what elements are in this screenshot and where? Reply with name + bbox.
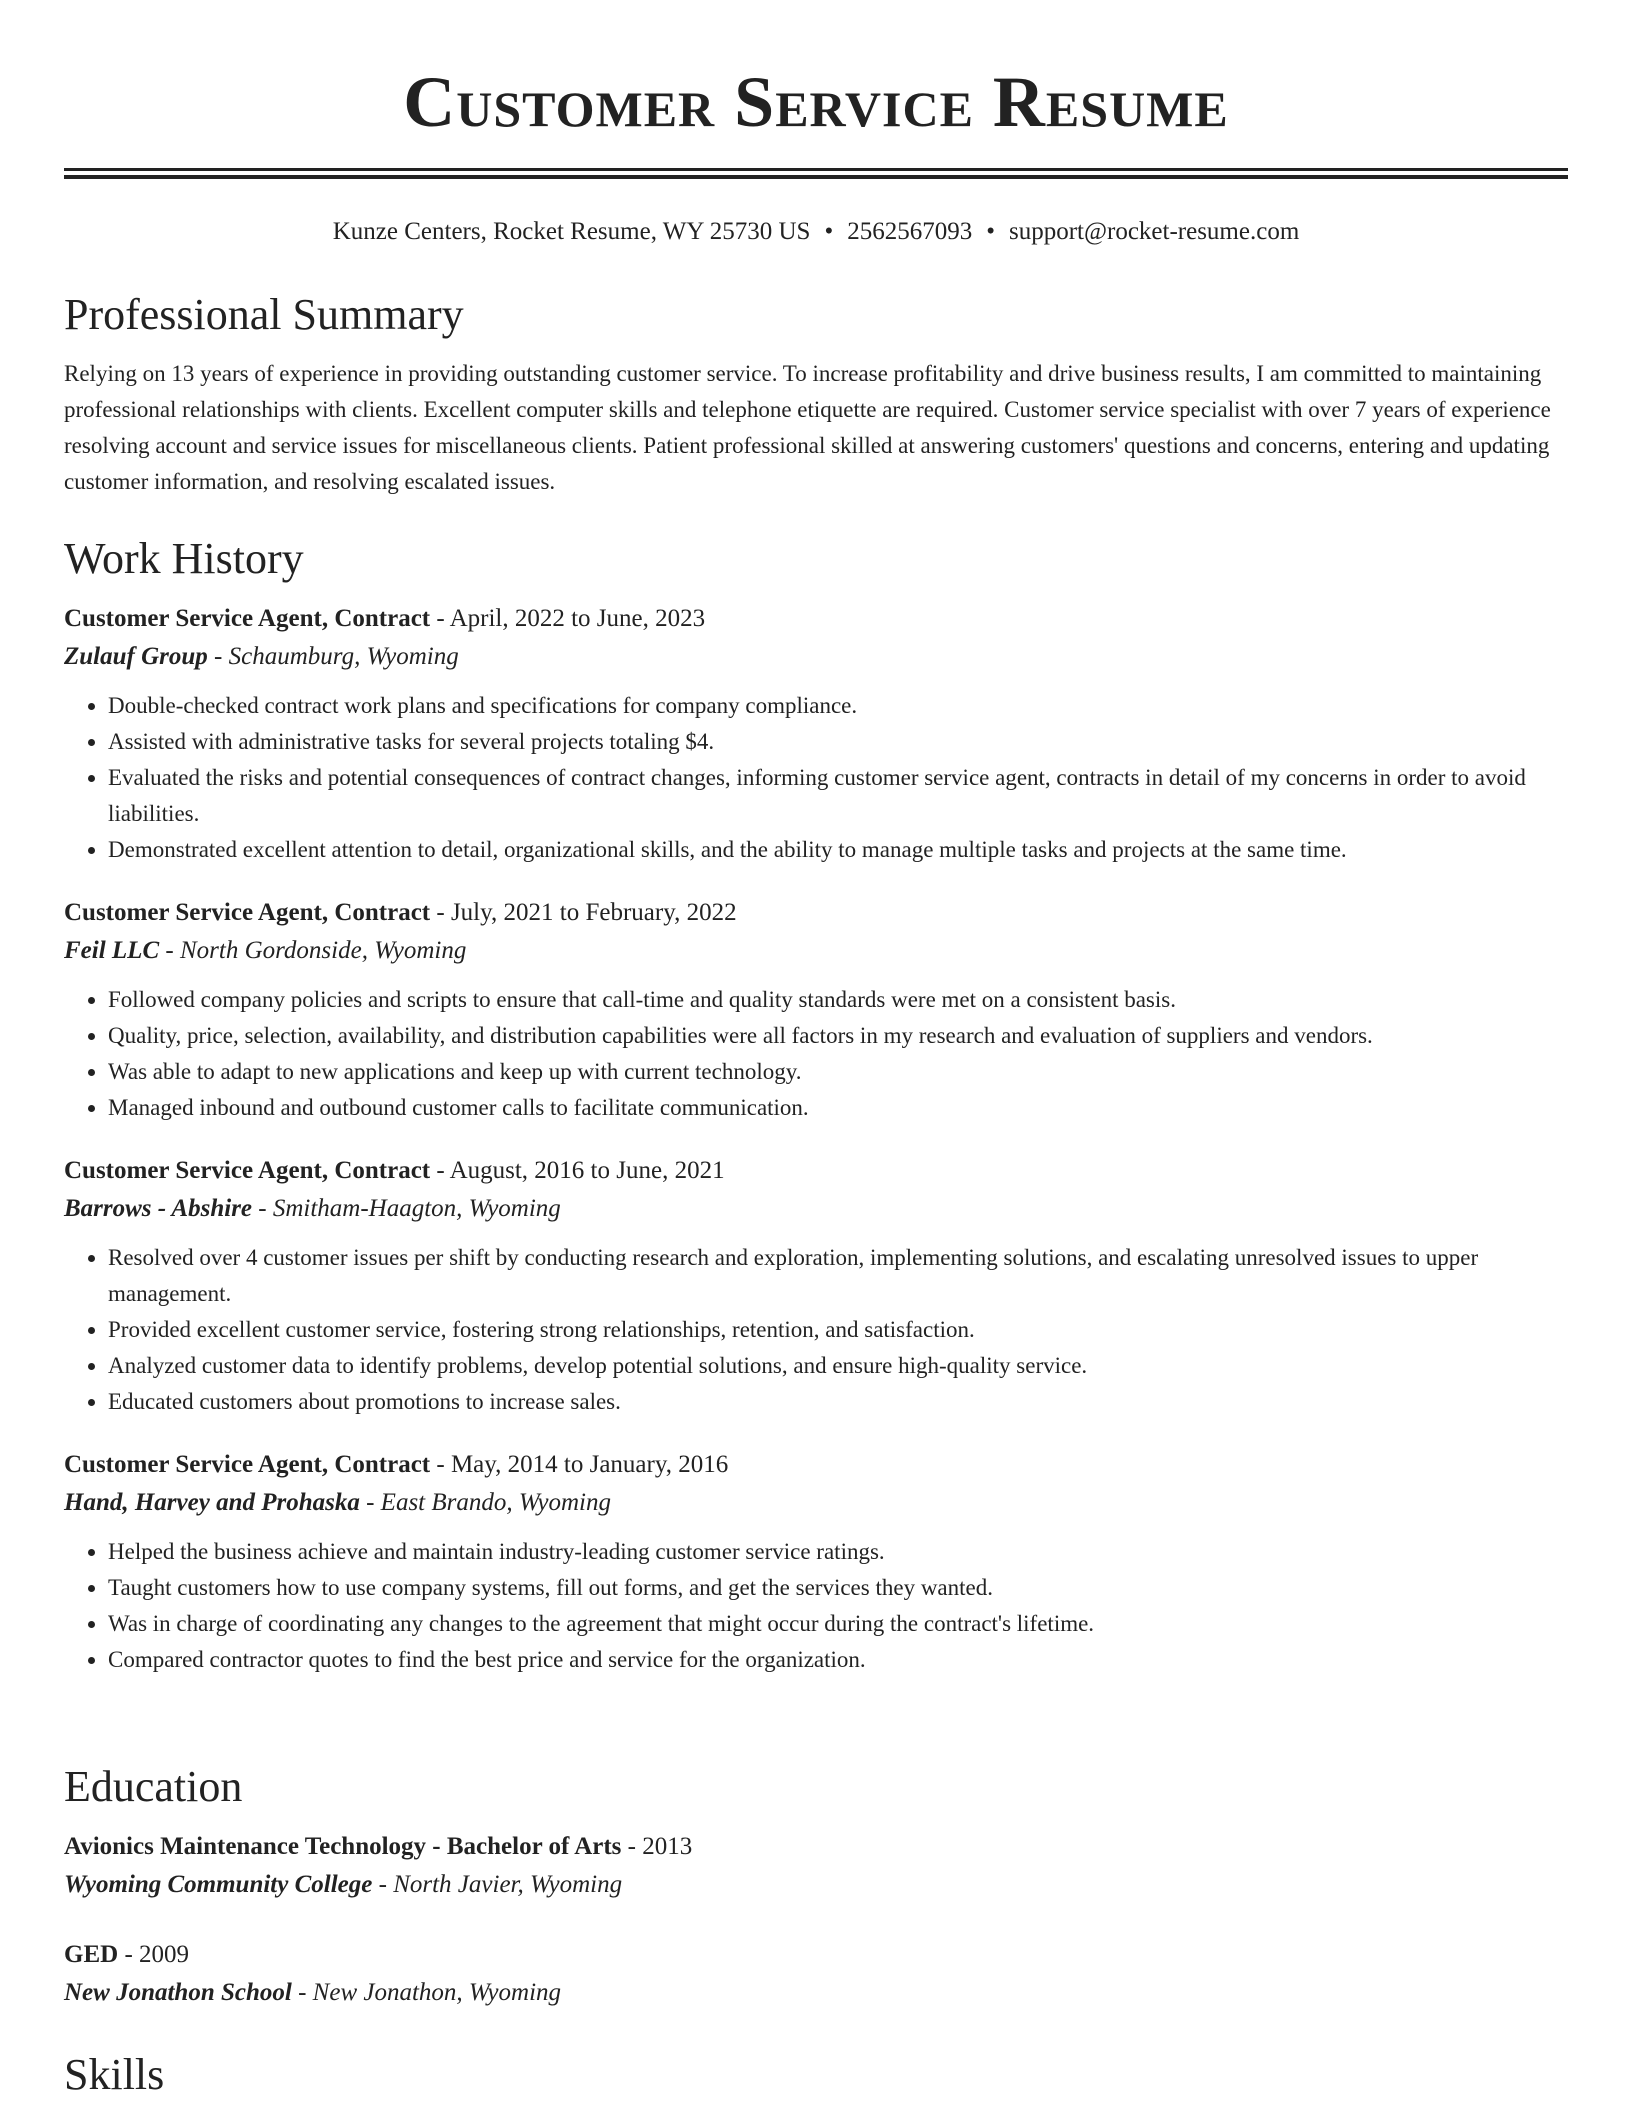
education-list: [64, 1828, 1568, 2012]
education-entry: [64, 1828, 1568, 1904]
job-bullets: [64, 1534, 1568, 1678]
company-line: [64, 932, 1568, 970]
education-section: [64, 1760, 1568, 2044]
skills-section: [64, 2048, 1568, 2102]
company-line: [64, 1484, 1568, 1522]
title-double-rule: [64, 168, 1568, 179]
work-history-section: [64, 532, 1568, 1704]
summary-text: Relying on 13 years of experience in providing outstanding customer service. To increase profitability and drive business results, I am committed to maintaining professional relationships with clients. Excellent computer skills and telephone etiquette are required. Customer service specialist with over 7 years of experience resolving account and service issues for miscellaneous clients. Patient professional skilled at answering customers' questions and concerns, entering and updating customer information, and resolving escalated issues.: [64, 361, 1551, 494]
job-bullet: • Helped the business achieve and maintain industry-leading customer service ratings.: [108, 1534, 1568, 1570]
company-name: Zulauf Group: [64, 643, 208, 670]
degree-name: GED: [64, 1941, 119, 1968]
job-bullet: • Quality, price, selection, availability, and distribution capabilities were all factors in my research and evaluation of suppliers and vendors.: [108, 1018, 1568, 1054]
job-dates: - August, 2016 to June, 2021: [430, 1157, 725, 1184]
job-dates: - April, 2022 to June, 2023: [430, 605, 706, 632]
job-title-line: [64, 1152, 1568, 1190]
job-entry: [64, 600, 1568, 868]
school-location: - North Javier, Wyoming: [372, 1871, 623, 1898]
job-bullet: • Assisted with administrative tasks for several projects totaling $4.: [108, 724, 1568, 760]
job-bullets: [64, 982, 1568, 1126]
school-line: [64, 1974, 1568, 2012]
resume-title: Customer Service Resume: [403, 62, 1229, 142]
company-location: - Smitham-Haagton, Wyoming: [252, 1195, 561, 1222]
job-entry: [64, 894, 1568, 1126]
skills-heading: Skills: [64, 2050, 165, 2099]
job-title: Customer Service Agent, Contract: [64, 1157, 431, 1184]
job-title-line: [64, 1446, 1568, 1484]
degree-name: Avionics Maintenance Technology - Bachelor of Arts: [64, 1833, 622, 1860]
job-bullet: • Provided excellent customer service, fostering strong relationships, retention, and satisfaction.: [108, 1312, 1568, 1348]
summary-heading: Professional Summary: [64, 290, 464, 339]
job-title: Customer Service Agent, Contract: [64, 605, 431, 632]
company-line: [64, 1190, 1568, 1228]
degree-year: - 2013: [621, 1833, 693, 1860]
contact-separator: •: [824, 218, 834, 245]
job-bullet: • Followed company policies and scripts to ensure that call-time and quality standards were met on a consistent basis.: [108, 982, 1568, 1018]
job-bullet: • Evaluated the risks and potential consequences of contract changes, informing customer service agent, contracts in detail of my concerns in order to avoid liabilities.: [108, 760, 1568, 832]
job-bullet: • Taught customers how to use company systems, fill out forms, and get the services they wanted.: [108, 1570, 1568, 1606]
contact-separator: •: [986, 218, 995, 245]
work-history-heading: Work History: [64, 534, 304, 583]
company-name: Feil LLC: [64, 937, 160, 964]
job-bullet: • Double-checked contract work plans and specifications for company compliance.: [108, 688, 1568, 724]
job-bullet: • Compared contractor quotes to find the best price and service for the organization.: [108, 1642, 1568, 1678]
school-name: Wyoming Community College: [64, 1871, 373, 1898]
education-entry: [64, 1936, 1568, 2012]
job-bullets: [64, 688, 1568, 868]
summary-section: [64, 288, 1568, 500]
job-bullet: • Analyzed customer data to identify problems, develop potential solutions, and ensure high-quality service.: [108, 1348, 1568, 1384]
job-title: Customer Service Agent, Contract: [64, 1451, 431, 1478]
degree-line: [64, 1936, 1568, 1974]
job-dates: - May, 2014 to January, 2016: [430, 1451, 729, 1478]
job-title-line: [64, 600, 1568, 638]
company-name: Barrows - Abshire: [64, 1195, 253, 1222]
job-list: [64, 600, 1568, 1678]
company-location: - North Gordonside, Wyoming: [159, 937, 467, 964]
job-bullet: • Demonstrated excellent attention to detail, organizational skills, and the ability to manage multiple tasks and projects at the same time.: [108, 832, 1568, 868]
job-bullets: [64, 1240, 1568, 1420]
school-location: - New Jonathon, Wyoming: [291, 1979, 562, 2006]
contact-email: support@rocket-resume.com: [1008, 218, 1300, 245]
contact-phone: 2562567093: [847, 218, 973, 245]
contact-line: [64, 214, 1568, 250]
company-line: [64, 638, 1568, 676]
school-name: New Jonathon School: [64, 1979, 292, 2006]
degree-year: - 2009: [118, 1941, 190, 1968]
job-title-line: [64, 894, 1568, 932]
education-heading: Education: [64, 1762, 243, 1811]
job-bullet: • Resolved over 4 customer issues per shift by conducting research and exploration, implementing solutions, and escalating unresolved issues to upper management.: [108, 1240, 1568, 1312]
job-entry: [64, 1446, 1568, 1678]
job-bullet: • Was in charge of coordinating any changes to the agreement that might occur during the contract's lifetime.: [108, 1606, 1568, 1642]
company-name: Hand, Harvey and Prohaska: [64, 1489, 360, 1516]
degree-line: [64, 1828, 1568, 1866]
company-location: - East Brando, Wyoming: [359, 1489, 612, 1516]
job-bullet: • Educated customers about promotions to increase sales.: [108, 1384, 1568, 1420]
job-bullet: • Managed inbound and outbound customer calls to facilitate communication.: [108, 1090, 1568, 1126]
school-line: [64, 1866, 1568, 1904]
company-location: - Schaumburg, Wyoming: [207, 643, 459, 670]
job-title: Customer Service Agent, Contract: [64, 899, 431, 926]
job-bullet: • Was able to adapt to new applications and keep up with current technology.: [108, 1054, 1568, 1090]
job-entry: [64, 1152, 1568, 1420]
job-dates: - July, 2021 to February, 2022: [430, 899, 737, 926]
contact-address: Kunze Centers, Rocket Resume, WY 25730 US: [332, 218, 811, 245]
